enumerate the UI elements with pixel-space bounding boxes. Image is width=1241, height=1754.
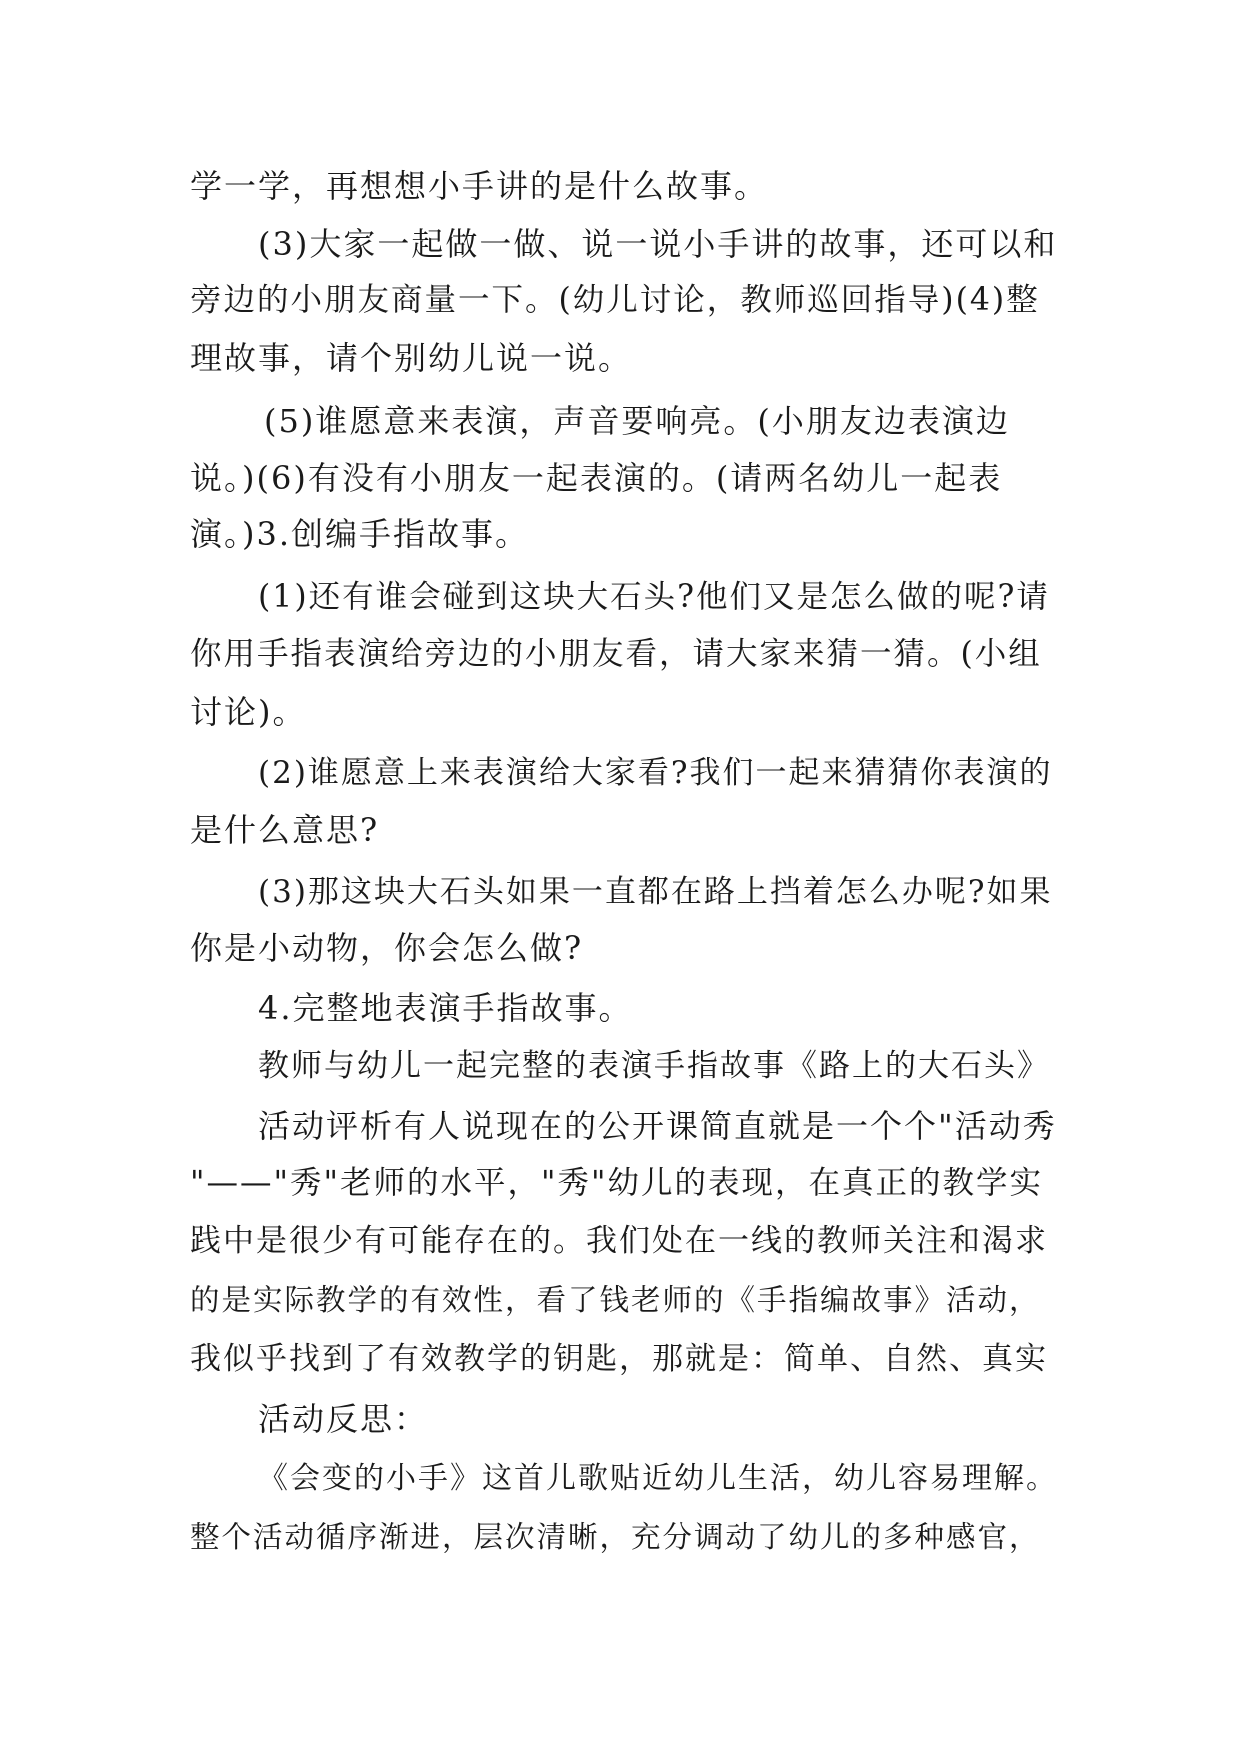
text-line: 理故事，请个别幼儿说一说。 — [190, 339, 633, 377]
text-line: (3)大家一起做一做、说一说小手讲的故事，还可以和 — [258, 225, 1058, 263]
text-line: "——"秀"老师的水平，"秀"幼儿的表现，在真正的教学实 — [190, 1165, 1043, 1201]
text-line: 你用手指表演给旁边的小朋友看，请大家来猜一猜。(小组 — [190, 636, 1042, 672]
text-line: 是什么意思? — [190, 811, 380, 849]
text-line: 活动反思： — [258, 1400, 429, 1438]
text-line: 讨论)。 — [190, 693, 307, 731]
text-line: 践中是很少有可能存在的。我们处在一线的教师关注和渴求 — [190, 1223, 1048, 1259]
text-line: (1)还有谁会碰到这块大石头?他们又是怎么做的呢?请 — [258, 579, 1050, 615]
text-line: 说。)(6)有没有小朋友一起表演的。(请两名幼儿一起表 — [190, 459, 1003, 497]
text-line: (3)那这块大石头如果一直都在路上挡着怎么办呢?如果 — [258, 874, 1053, 910]
text-line: 的是实际教学的有效性，看了钱老师的《手指编故事》活动， — [190, 1283, 1041, 1317]
text-line: (2)谁愿意上来表演给大家看?我们一起来猜猜你表演的 — [258, 755, 1053, 791]
text-line: 你是小动物，你会怎么做? — [190, 929, 584, 967]
text-line: 《会变的小手》这首儿歌贴近幼儿生活，幼儿容易理解。 — [258, 1461, 1058, 1496]
text-line: 演。)3.创编手指故事。 — [190, 515, 530, 553]
text-line: 整个活动循序渐进，层次清晰，充分调动了幼儿的多种感官， — [190, 1520, 1041, 1554]
text-line: (5)谁愿意来表演，声音要响亮。(小朋友边表演边 — [264, 402, 1010, 440]
text-line: 学一学，再想想小手讲的是什么故事。 — [190, 167, 769, 205]
text-line: 4.完整地表演手指故事。 — [258, 989, 633, 1027]
text-line: 教师与幼儿一起完整的表演手指故事《路上的大石头》 — [258, 1048, 1050, 1084]
text-line: 活动评析有人说现在的公开课简直就是一个个"活动秀 — [258, 1107, 1057, 1145]
text-line: 我似乎找到了有效教学的钥匙，那就是：简单、自然、真实 — [190, 1341, 1048, 1377]
text-line: 旁边的小朋友商量一下。(幼儿讨论，教师巡回指导)(4)整 — [190, 282, 1040, 318]
